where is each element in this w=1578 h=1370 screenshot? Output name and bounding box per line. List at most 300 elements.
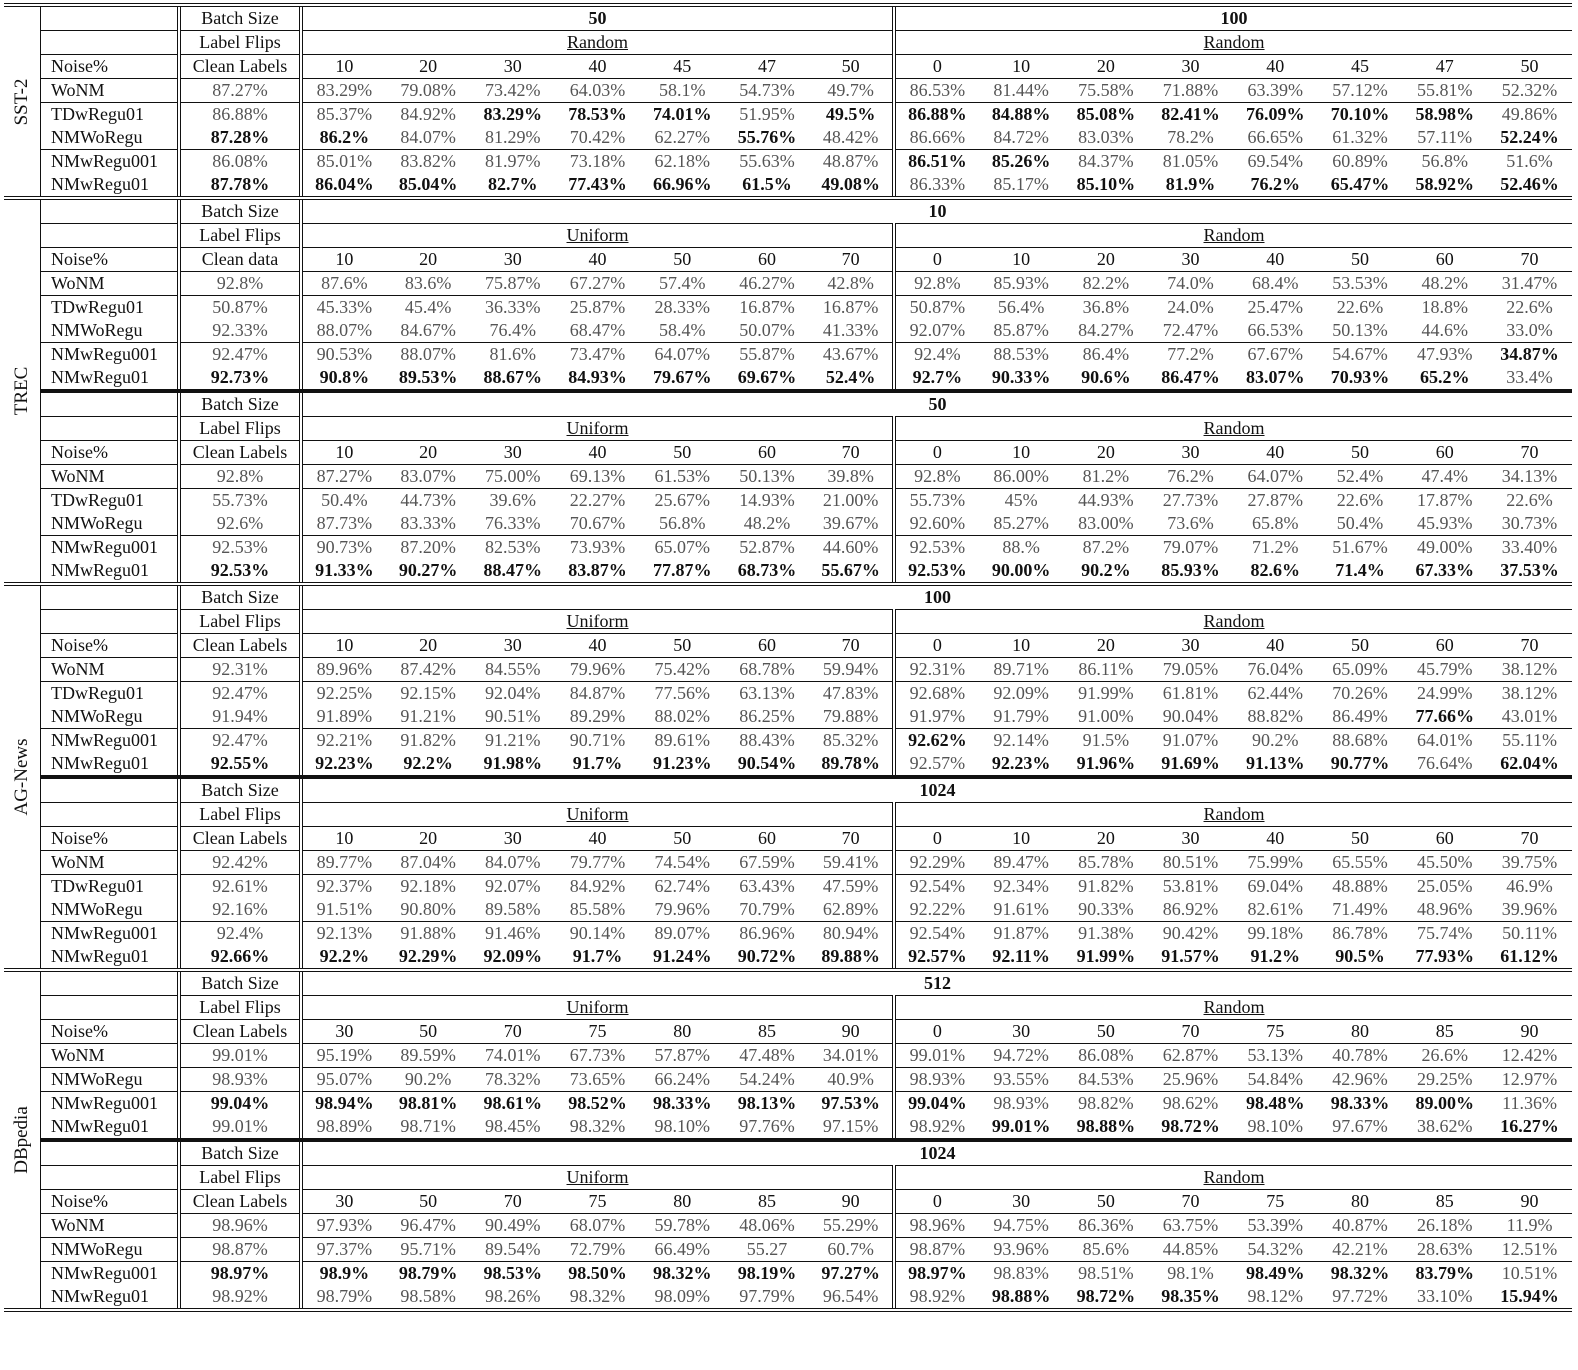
method-name: NMwRegu001 — [41, 343, 179, 367]
accuracy-value: 90.2% — [404, 1069, 452, 1089]
accuracy-value: 60.89% — [1332, 151, 1388, 171]
accuracy-cell — [1063, 945, 1148, 968]
noise-level: 0 — [894, 1190, 979, 1214]
accuracy-value: 89.59% — [400, 1045, 456, 1065]
accuracy-value: 76.2% — [1167, 466, 1214, 486]
accuracy-cell — [1063, 752, 1148, 775]
accuracy-value: 25.05% — [1416, 876, 1473, 896]
accuracy-value: 85.04% — [398, 174, 458, 194]
accuracy-value: 87.42% — [400, 659, 456, 679]
accuracy-value: 27.73% — [1162, 490, 1219, 510]
batch-block — [41, 7, 1572, 196]
noise-level: 50 — [1063, 1190, 1148, 1214]
accuracy-value: 92.66% — [210, 946, 270, 966]
accuracy-cell — [1318, 705, 1403, 729]
label-flips-label: Label Flips — [179, 803, 301, 827]
accuracy-value: 91.57% — [1161, 946, 1220, 966]
accuracy-value: 55.63% — [739, 151, 795, 171]
batch-size-value: 10 — [928, 201, 947, 221]
accuracy-value: 63.43% — [739, 876, 795, 896]
clean-header: Clean data — [179, 248, 301, 272]
noise-level: 50 — [1487, 55, 1572, 79]
accuracy-cell — [979, 658, 1064, 682]
accuracy-cell — [894, 898, 979, 922]
accuracy-cell — [894, 465, 979, 489]
accuracy-cell — [1063, 103, 1148, 127]
accuracy-value: 92.04% — [485, 683, 541, 703]
accuracy-value: 33.4% — [1506, 367, 1553, 387]
accuracy-cell — [386, 1068, 471, 1092]
accuracy-cell — [640, 343, 725, 367]
method-name: NMWoRegu — [41, 1068, 179, 1092]
accuracy-cell — [979, 103, 1064, 127]
accuracy-value: 28.63% — [1416, 1239, 1473, 1259]
accuracy-cell — [894, 489, 979, 513]
accuracy-cell — [1318, 1068, 1403, 1092]
accuracy-cell — [725, 945, 810, 968]
accuracy-value: 86.36% — [1078, 1215, 1134, 1235]
flip-type-right — [894, 417, 1572, 441]
noise-level: 70 — [470, 1190, 555, 1214]
accuracy-cell — [470, 296, 555, 320]
clean-accuracy — [179, 945, 301, 968]
method-name: NMWoRegu — [51, 899, 143, 919]
accuracy-cell — [640, 536, 725, 560]
batch-block — [41, 200, 1572, 389]
accuracy-value: 68.07% — [569, 1215, 626, 1235]
accuracy-value: 86.78% — [1332, 923, 1388, 943]
accuracy-value: 71.2% — [1252, 537, 1299, 557]
empty-cell — [41, 31, 179, 55]
accuracy-cell — [725, 1092, 810, 1116]
noise-level: 70 — [1148, 1020, 1233, 1044]
table-row — [41, 343, 1572, 367]
accuracy-value: 57.87% — [654, 1045, 710, 1065]
accuracy-cell — [1318, 729, 1403, 753]
accuracy-cell — [555, 1262, 640, 1286]
accuracy-cell — [640, 705, 725, 729]
dataset-name: TREC — [11, 366, 32, 416]
accuracy-value: 74.01% — [485, 1045, 541, 1065]
accuracy-value: 40.9% — [827, 1069, 874, 1089]
noise-level: 50 — [386, 1190, 471, 1214]
noise-level: 20 — [386, 248, 471, 272]
accuracy-cell — [1233, 512, 1318, 536]
accuracy-cell — [1318, 366, 1403, 389]
accuracy-cell — [1148, 1115, 1233, 1138]
accuracy-value: 50.87% — [212, 297, 268, 317]
accuracy-cell — [301, 173, 386, 196]
accuracy-value: 55.73% — [212, 490, 268, 510]
accuracy-value: 86.66% — [909, 127, 966, 147]
noise-level: 30 — [470, 441, 555, 465]
accuracy-cell — [1233, 489, 1318, 513]
accuracy-cell — [386, 366, 471, 389]
accuracy-cell — [894, 1068, 979, 1092]
accuracy-value: 81.29% — [485, 127, 541, 147]
method-name: TDwRegu01 — [41, 103, 179, 127]
accuracy-value: 50.87% — [909, 297, 966, 317]
clean-accuracy — [179, 536, 301, 560]
accuracy-value: 61.32% — [1332, 127, 1388, 147]
accuracy-value: 75.74% — [1416, 923, 1473, 943]
accuracy-cell — [894, 319, 979, 343]
accuracy-value: 71.4% — [1335, 560, 1385, 580]
flip-type-label: Random — [567, 32, 629, 52]
accuracy-value: 16.87% — [822, 297, 879, 317]
accuracy-value: 68.78% — [739, 659, 795, 679]
accuracy-cell — [301, 1092, 386, 1116]
noise-level: 70 — [1487, 827, 1572, 851]
table-row — [41, 682, 1572, 706]
accuracy-cell — [979, 559, 1064, 582]
accuracy-value: 91.21% — [485, 730, 541, 750]
accuracy-value: 98.96% — [909, 1215, 966, 1235]
accuracy-value: 62.04% — [1500, 753, 1559, 773]
accuracy-cell — [640, 658, 725, 682]
accuracy-value: 79.96% — [569, 659, 626, 679]
accuracy-cell — [1063, 465, 1148, 489]
accuracy-cell — [301, 1115, 386, 1138]
accuracy-value: 85.08% — [1076, 104, 1136, 124]
accuracy-value: 98.88% — [1076, 1116, 1136, 1136]
label-flips-label: Label Flips — [179, 1166, 301, 1190]
accuracy-value: 86.25% — [739, 706, 795, 726]
accuracy-cell — [640, 1262, 725, 1286]
method-name: WoNM — [41, 465, 179, 489]
accuracy-value: 45.79% — [1416, 659, 1473, 679]
noise-level: 30 — [470, 634, 555, 658]
accuracy-value: 93.96% — [993, 1239, 1049, 1259]
batch-size-label: Batch Size — [179, 200, 301, 224]
accuracy-value: 98.92% — [212, 1286, 268, 1306]
accuracy-cell — [1402, 1044, 1487, 1068]
accuracy-value: 98.35% — [1161, 1286, 1220, 1306]
accuracy-value: 39.96% — [1501, 899, 1558, 919]
accuracy-cell — [386, 173, 471, 196]
accuracy-value: 77.66% — [1415, 706, 1474, 726]
dataset-label — [4, 200, 41, 582]
accuracy-cell — [1148, 296, 1233, 320]
accuracy-cell — [894, 79, 979, 103]
accuracy-value: 44.6% — [1421, 320, 1468, 340]
flip-type-right — [894, 31, 1572, 55]
accuracy-value: 77.56% — [654, 683, 710, 703]
accuracy-value: 55.27 — [746, 1239, 788, 1259]
accuracy-cell — [640, 1238, 725, 1262]
accuracy-cell — [470, 1092, 555, 1116]
accuracy-value: 92.62% — [908, 730, 967, 750]
accuracy-cell — [1233, 1238, 1318, 1262]
noise-level: 80 — [1318, 1020, 1403, 1044]
method-name: NMwRegu001 — [41, 150, 179, 174]
accuracy-value: 55.67% — [821, 560, 880, 580]
accuracy-value: 75.58% — [1078, 80, 1134, 100]
accuracy-cell — [725, 536, 810, 560]
accuracy-value: 91.99% — [1076, 946, 1136, 966]
accuracy-value: 86.88% — [908, 104, 967, 124]
accuracy-cell — [1487, 752, 1572, 775]
accuracy-cell — [1063, 922, 1148, 946]
accuracy-value: 84.92% — [400, 104, 456, 124]
accuracy-cell — [894, 945, 979, 968]
accuracy-cell — [555, 343, 640, 367]
method-name: NMWoRegu — [51, 127, 143, 147]
accuracy-cell — [555, 489, 640, 513]
accuracy-value: 97.37% — [316, 1239, 373, 1259]
accuracy-cell — [725, 489, 810, 513]
accuracy-value: 90.49% — [485, 1215, 541, 1235]
accuracy-cell — [1487, 319, 1572, 343]
accuracy-value: 70.93% — [1330, 367, 1390, 387]
accuracy-cell — [894, 1285, 979, 1308]
accuracy-value: 79.05% — [1162, 659, 1219, 679]
accuracy-cell — [1063, 1115, 1148, 1138]
noise-level: 0 — [894, 441, 979, 465]
noise-level: 50 — [640, 441, 725, 465]
accuracy-cell — [894, 272, 979, 296]
accuracy-value: 48.42% — [822, 127, 879, 147]
accuracy-cell — [1318, 103, 1403, 127]
accuracy-cell — [1402, 173, 1487, 196]
accuracy-value: 79.67% — [652, 367, 712, 387]
batch-size-label: Batch Size — [179, 1142, 301, 1166]
method-name: NMWoRegu — [51, 513, 143, 533]
flip-type-left — [301, 31, 894, 55]
noise-level: 10 — [979, 827, 1064, 851]
empty-cell — [41, 779, 179, 803]
noise-level: 0 — [894, 1020, 979, 1044]
accuracy-cell — [1233, 1115, 1318, 1138]
accuracy-cell — [1402, 682, 1487, 706]
accuracy-cell — [386, 1214, 471, 1238]
clean-accuracy — [179, 1092, 301, 1116]
accuracy-value: 68.73% — [737, 560, 797, 580]
noise-label: Noise% — [41, 634, 179, 658]
accuracy-value: 99.01% — [991, 1116, 1051, 1136]
accuracy-cell — [1063, 536, 1148, 560]
accuracy-cell — [1148, 898, 1233, 922]
accuracy-cell — [301, 103, 386, 127]
accuracy-value: 84.92% — [569, 876, 626, 896]
accuracy-value: 91.07% — [1162, 730, 1219, 750]
accuracy-value: 52.32% — [1501, 80, 1558, 100]
accuracy-cell — [386, 875, 471, 899]
accuracy-value: 68.4% — [1252, 273, 1299, 293]
flip-type-label: Random — [1203, 225, 1265, 245]
accuracy-cell — [725, 922, 810, 946]
noise-level: 90 — [1487, 1020, 1572, 1044]
table-row — [41, 752, 1572, 775]
accuracy-cell — [1063, 729, 1148, 753]
accuracy-value: 38.62% — [1416, 1116, 1473, 1136]
accuracy-value: 91.38% — [1078, 923, 1134, 943]
accuracy-cell — [640, 366, 725, 389]
noise-level: 70 — [1148, 1190, 1233, 1214]
accuracy-cell — [1233, 1262, 1318, 1286]
accuracy-value: 91.23% — [652, 753, 712, 773]
table-row — [41, 512, 1572, 536]
accuracy-value: 98.87% — [909, 1239, 966, 1259]
flip-type-label: Random — [1203, 804, 1265, 824]
accuracy-cell — [386, 1115, 471, 1138]
accuracy-value: 83.79% — [1415, 1263, 1474, 1283]
accuracy-value: 55.29% — [822, 1215, 879, 1235]
accuracy-cell — [386, 658, 471, 682]
accuracy-value: 84.87% — [569, 683, 626, 703]
accuracy-value: 29.25% — [1416, 1069, 1473, 1089]
accuracy-cell — [725, 296, 810, 320]
accuracy-value: 91.82% — [400, 730, 456, 750]
flip-type-right — [894, 1166, 1572, 1190]
accuracy-cell — [301, 705, 386, 729]
batch-size-label: Batch Size — [179, 393, 301, 417]
batch-size-value: 1024 — [919, 1143, 956, 1163]
accuracy-cell — [1318, 79, 1403, 103]
accuracy-cell — [725, 559, 810, 582]
accuracy-value: 92.8% — [216, 466, 264, 486]
flip-type-label: Uniform — [566, 804, 629, 824]
accuracy-cell — [1063, 658, 1148, 682]
accuracy-value: 88.47% — [483, 560, 543, 580]
accuracy-cell — [1148, 729, 1233, 753]
accuracy-value: 91.13% — [1246, 753, 1305, 773]
accuracy-cell — [470, 173, 555, 196]
accuracy-value: 96.47% — [400, 1215, 456, 1235]
accuracy-value: 92.53% — [210, 560, 270, 580]
accuracy-value: 90.42% — [1162, 923, 1219, 943]
accuracy-cell — [1148, 1044, 1233, 1068]
accuracy-cell — [809, 536, 894, 560]
accuracy-cell — [809, 1285, 894, 1308]
accuracy-cell — [1487, 173, 1572, 196]
accuracy-value: 49.00% — [1416, 537, 1473, 557]
accuracy-value: 48.06% — [739, 1215, 795, 1235]
accuracy-cell — [301, 366, 386, 389]
accuracy-cell — [640, 875, 725, 899]
batch-block — [41, 586, 1572, 775]
accuracy-value: 97.53% — [821, 1093, 880, 1113]
accuracy-cell — [979, 465, 1064, 489]
accuracy-value: 49.08% — [821, 174, 880, 194]
accuracy-value: 87.27% — [212, 80, 268, 100]
noise-level: 20 — [1063, 441, 1148, 465]
noise-level: 47 — [1402, 55, 1487, 79]
accuracy-cell — [1063, 366, 1148, 389]
accuracy-cell — [725, 173, 810, 196]
flip-type-right — [894, 996, 1572, 1020]
noise-level: 70 — [809, 634, 894, 658]
accuracy-cell — [470, 536, 555, 560]
accuracy-cell — [470, 272, 555, 296]
accuracy-cell — [1233, 682, 1318, 706]
accuracy-value: 77.2% — [1167, 344, 1214, 364]
accuracy-value: 98.96% — [212, 1215, 268, 1235]
accuracy-cell — [555, 705, 640, 729]
accuracy-cell — [894, 512, 979, 536]
accuracy-value: 91.94% — [212, 706, 268, 726]
accuracy-cell — [1318, 489, 1403, 513]
accuracy-cell — [894, 1092, 979, 1116]
accuracy-value: 92.13% — [316, 923, 373, 943]
accuracy-cell — [1063, 173, 1148, 196]
accuracy-cell — [1402, 898, 1487, 922]
accuracy-value: 17.87% — [1416, 490, 1473, 510]
method-name: NMWoRegu — [51, 320, 143, 340]
accuracy-value: 85.01% — [316, 151, 373, 171]
accuracy-cell — [725, 126, 810, 150]
accuracy-cell — [894, 559, 979, 582]
accuracy-cell — [1402, 512, 1487, 536]
accuracy-value: 42.96% — [1332, 1069, 1388, 1089]
accuracy-value: 47.59% — [822, 876, 879, 896]
noise-level: 85 — [1402, 1190, 1487, 1214]
accuracy-cell — [1487, 1115, 1572, 1138]
accuracy-value: 91.98% — [483, 753, 543, 773]
accuracy-value: 85.58% — [569, 899, 626, 919]
accuracy-cell — [640, 319, 725, 343]
accuracy-cell — [1487, 79, 1572, 103]
accuracy-value: 92.37% — [316, 876, 373, 896]
noise-label: Noise% — [41, 55, 179, 79]
accuracy-cell — [470, 559, 555, 582]
accuracy-cell — [809, 296, 894, 320]
accuracy-cell — [555, 319, 640, 343]
accuracy-value: 24.0% — [1167, 297, 1214, 317]
noise-level: 85 — [725, 1190, 810, 1214]
clean-accuracy — [179, 705, 301, 729]
accuracy-cell — [1233, 559, 1318, 582]
accuracy-cell — [725, 1238, 810, 1262]
accuracy-cell — [979, 898, 1064, 922]
accuracy-cell — [979, 1262, 1064, 1286]
clean-accuracy — [179, 658, 301, 682]
accuracy-cell — [1487, 150, 1572, 174]
accuracy-cell — [1063, 682, 1148, 706]
accuracy-value: 98.83% — [993, 1263, 1049, 1283]
dataset-name: SST-2 — [11, 78, 32, 125]
accuracy-cell — [640, 898, 725, 922]
accuracy-cell — [470, 752, 555, 775]
noise-level: 10 — [979, 634, 1064, 658]
accuracy-value: 66.24% — [654, 1069, 710, 1089]
accuracy-cell — [470, 126, 555, 150]
accuracy-value: 98.33% — [652, 1093, 712, 1113]
accuracy-value: 33.0% — [1506, 320, 1553, 340]
noise-level: 60 — [1402, 248, 1487, 272]
accuracy-value: 94.75% — [993, 1215, 1049, 1235]
accuracy-value: 81.97% — [485, 151, 541, 171]
accuracy-cell — [1318, 343, 1403, 367]
clean-accuracy — [179, 851, 301, 875]
accuracy-value: 92.53% — [908, 560, 967, 580]
accuracy-value: 79.88% — [822, 706, 879, 726]
accuracy-cell — [725, 103, 810, 127]
accuracy-cell — [809, 922, 894, 946]
table-row — [41, 1262, 1572, 1286]
accuracy-cell — [640, 79, 725, 103]
flip-type-right — [894, 803, 1572, 827]
method-name: NMwRegu001 — [41, 1262, 179, 1286]
flip-type-label: Uniform — [566, 1167, 629, 1187]
accuracy-cell — [1487, 945, 1572, 968]
accuracy-value: 53.39% — [1247, 1215, 1304, 1235]
accuracy-value: 97.79% — [739, 1286, 795, 1306]
accuracy-value: 76.2% — [1250, 174, 1301, 194]
accuracy-value: 46.27% — [739, 273, 795, 293]
accuracy-value: 62.18% — [654, 151, 710, 171]
accuracy-value: 88.53% — [993, 344, 1049, 364]
